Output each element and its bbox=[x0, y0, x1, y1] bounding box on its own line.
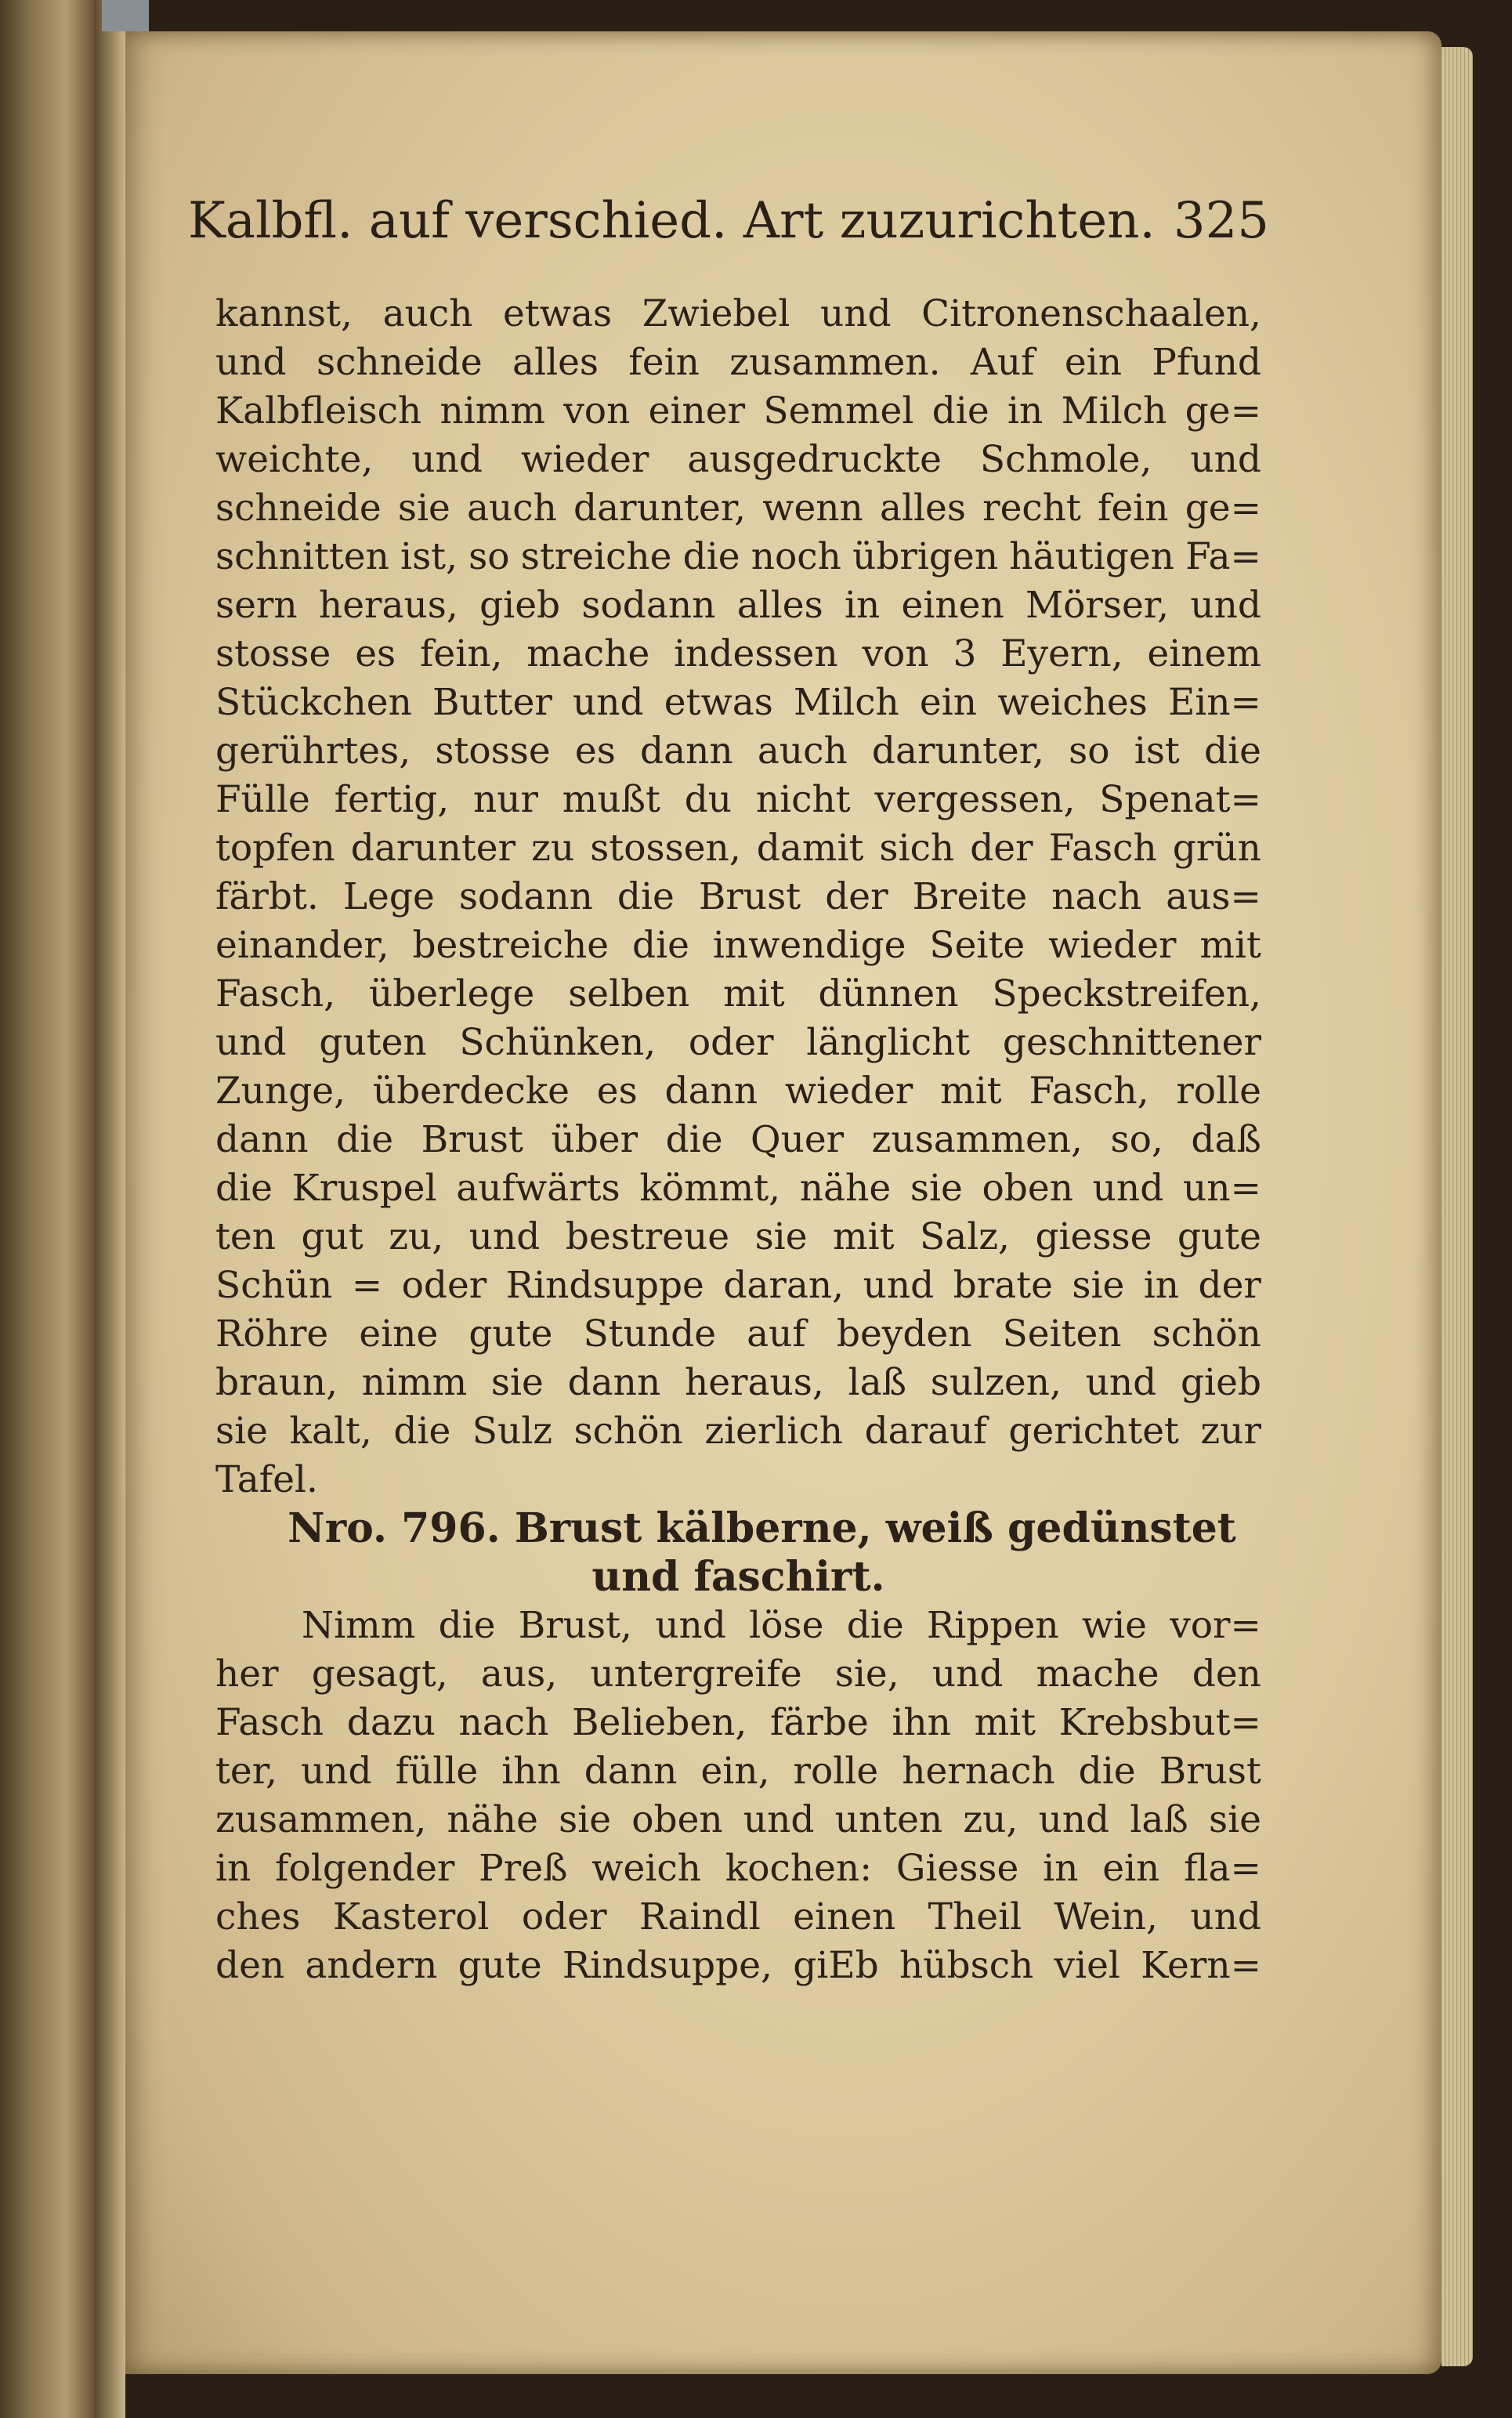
text-line: Tafel. bbox=[215, 1458, 318, 1501]
page-number: 325 bbox=[1173, 192, 1269, 250]
page-stack-edge bbox=[1441, 47, 1473, 2366]
text-line: ter, und fülle ihn dann ein, rolle hernach die Brust bbox=[215, 1750, 1261, 1793]
text-line: zusammen, nähe sie oben und unten zu, und laß sie bbox=[215, 1798, 1261, 1841]
text-line: Kalbfleisch nimm von einer Semmel die in Milch ge= bbox=[215, 389, 1261, 433]
text-line: und schneide alles fein zusammen. Auf ein Pfund bbox=[215, 341, 1261, 384]
text-line: die Kruspel aufwärts kömmt, nähe sie oben und un= bbox=[215, 1167, 1261, 1210]
running-header bbox=[188, 192, 1269, 250]
left-page-edge bbox=[0, 0, 94, 2418]
bookmark-ribbon bbox=[102, 0, 149, 31]
paragraph-2 bbox=[215, 1602, 1261, 1990]
text-line: schnitten ist, so streiche die noch übrigen häutigen Fa= bbox=[215, 535, 1261, 578]
text-line: Zunge, überdecke es dann wieder mit Fasch, rolle bbox=[215, 1070, 1261, 1113]
text-line: gerührtes, stosse es dann auch darunter, so ist die bbox=[215, 729, 1261, 773]
recipe-heading-line-1: Nro. 796. Brust kälberne, weiß gedünstet bbox=[288, 1504, 1236, 1552]
text-line: Schün = oder Rindsuppe daran, und brate sie in der bbox=[215, 1264, 1261, 1307]
text-line: topfen darunter zu stossen, damit sich der Fasch grün bbox=[215, 827, 1261, 870]
text-line: braun, nimm sie dann heraus, laß sulzen, und gieb bbox=[215, 1361, 1261, 1404]
text-line: und guten Schünken, oder länglicht geschnittener bbox=[215, 1021, 1261, 1064]
book-gutter bbox=[94, 0, 125, 2418]
page-body bbox=[215, 290, 1261, 1990]
text-line: den andern gute Rindsuppe, giEb hübsch viel Kern= bbox=[215, 1944, 1261, 1987]
text-line: ten gut zu, und bestreue sie mit Salz, giesse gute bbox=[215, 1215, 1261, 1258]
text-line: Stückchen Butter und etwas Milch ein weiches Ein= bbox=[215, 681, 1261, 724]
text-line: färbt. Lege sodann die Brust der Breite nach aus= bbox=[215, 875, 1261, 918]
text-line: ches Kasterol oder Raindl einen Theil Wein, und bbox=[215, 1895, 1261, 1938]
header-title: Kalbfl. auf verschied. Art zuzurichten. bbox=[188, 192, 1156, 250]
text-line: dann die Brust über die Quer zusammen, so, daß bbox=[215, 1118, 1261, 1161]
text-line: sern heraus, gieb sodann alles in einen Mörser, und bbox=[215, 584, 1261, 627]
text-line: kannst, auch etwas Zwiebel und Citronenschaalen, bbox=[215, 292, 1261, 335]
text-line: her gesagt, aus, untergreife sie, und mache den bbox=[215, 1652, 1261, 1696]
text-line: Fasch, überlege selben mit dünnen Speckstreifen, bbox=[215, 972, 1261, 1015]
text-line: Fülle fertig, nur mußt du nicht vergessen, Spenat= bbox=[215, 778, 1261, 821]
recipe-heading-line-2: und faschirt. bbox=[591, 1553, 885, 1601]
text-line: sie kalt, die Sulz schön zierlich darauf gerichtet zur bbox=[215, 1410, 1261, 1453]
text-line: Fasch dazu nach Belieben, färbe ihn mit Krebsbut= bbox=[215, 1701, 1261, 1744]
text-line: einander, bestreiche die inwendige Seite wieder mit bbox=[215, 924, 1261, 967]
paragraph-1 bbox=[215, 290, 1261, 1504]
text-line: weichte, und wieder ausgedruckte Schmole, und bbox=[215, 438, 1261, 481]
text-line: stosse es fein, mache indessen von 3 Eyern, einem bbox=[215, 632, 1261, 675]
text-line: Röhre eine gute Stunde auf beyden Seiten schön bbox=[215, 1312, 1261, 1356]
text-line: schneide sie auch darunter, wenn alles recht fein ge= bbox=[215, 487, 1261, 530]
text-line: in folgender Preß weich kochen: Giesse in ein fla= bbox=[215, 1847, 1261, 1890]
text-line: Nimm die Brust, und löse die Rippen wie vor= bbox=[302, 1604, 1261, 1647]
